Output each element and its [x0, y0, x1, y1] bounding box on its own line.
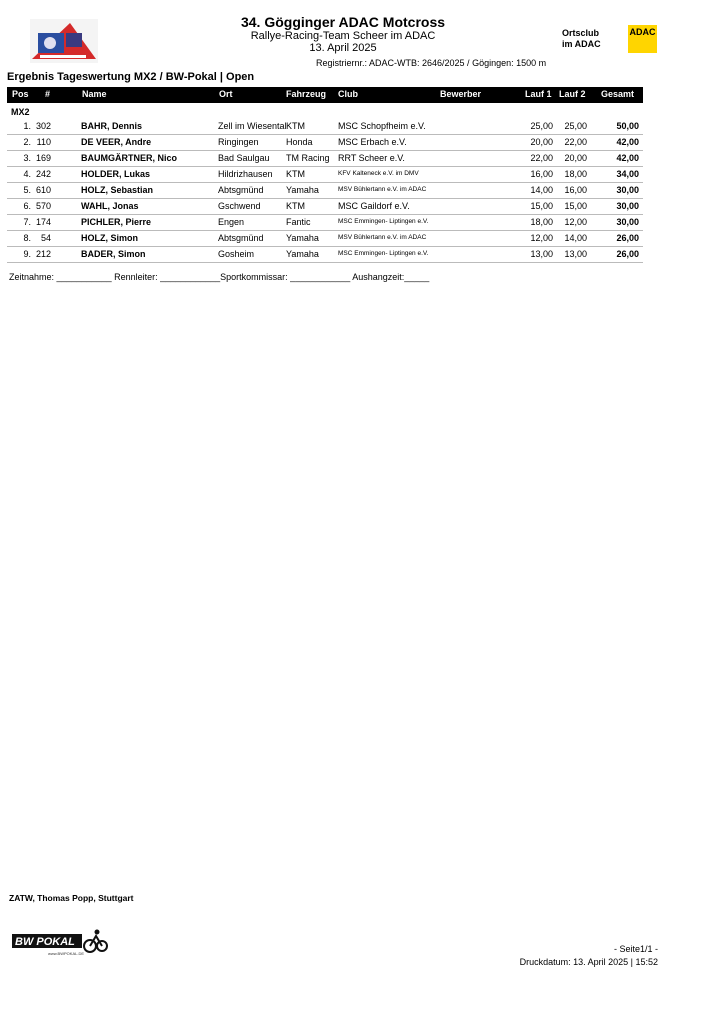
cell-lauf1: 15,00: [530, 201, 553, 211]
table-row: [7, 167, 643, 183]
col-bewerber: Bewerber: [440, 89, 482, 99]
cell-lauf2: 14,00: [564, 233, 587, 243]
cell-club: KFV Kalteneck e.V. im DMV: [338, 170, 419, 177]
cell-name: WAHL, Jonas: [81, 201, 139, 211]
cell-name: BAUMGÄRTNER, Nico: [81, 153, 177, 163]
table-row: [7, 135, 643, 151]
bw-pokal-logo: [10, 926, 108, 958]
cell-lauf2: 13,00: [564, 249, 587, 259]
cell-ort: Gosheim: [218, 249, 255, 259]
cell-num: 610: [35, 185, 51, 195]
cell-gesamt: 42,00: [616, 137, 639, 147]
ortsclub-line1: Ortsclub: [562, 28, 600, 38]
cell-num: 212: [35, 249, 51, 259]
table-header: [7, 87, 643, 103]
cell-pos: 5.: [23, 185, 31, 195]
cell-lauf1: 16,00: [530, 169, 553, 179]
col-name: Name: [82, 89, 107, 99]
cell-fahrzeug: Yamaha: [286, 249, 319, 259]
cell-club: MSC Gaildorf e.V.: [338, 201, 410, 211]
registration-info: Registriernr.: ADAC-WTB: 2646/2025 / Gögingen: 1500 m: [316, 58, 547, 68]
col-ort: Ort: [219, 89, 233, 99]
table-row: [7, 183, 643, 199]
cell-pos: 6.: [23, 201, 31, 211]
cell-club: MSC Emmingen- Liptingen e.V.: [338, 218, 429, 225]
cell-num: 302: [35, 121, 51, 131]
col-lauf1: Lauf 1: [525, 89, 552, 99]
cell-club: MSC Emmingen- Liptingen e.V.: [338, 250, 429, 257]
cell-pos: 3.: [23, 153, 31, 163]
cell-name: DE VEER, Andre: [81, 137, 152, 147]
cell-name: HOLZ, Sebastian: [81, 185, 154, 195]
section-title: Ergebnis Tageswertung MX2 / BW-Pokal | Open: [7, 71, 255, 83]
col-lauf2: Lauf 2: [559, 89, 586, 99]
cell-lauf2: 25,00: [564, 121, 587, 131]
adac-logo: ADAC: [628, 25, 657, 53]
cell-ort: Abtsgmünd: [218, 233, 264, 243]
table-row: [7, 119, 643, 135]
col-gesamt: Gesamt: [601, 89, 635, 99]
cell-ort: Zell im Wiesental: [218, 121, 287, 131]
table-row: [7, 199, 643, 215]
cell-name: BAHR, Dennis: [81, 121, 143, 131]
table-row: [7, 247, 643, 263]
cell-lauf1: 20,00: [530, 137, 553, 147]
cell-fahrzeug: Fantic: [286, 217, 311, 227]
footer-author: ZATW, Thomas Popp, Stuttgart: [9, 893, 134, 903]
club-logo: [30, 19, 98, 63]
cell-ort: Engen: [218, 217, 245, 227]
class-label: MX2: [11, 107, 30, 117]
cell-pos: 4.: [23, 169, 31, 179]
cell-gesamt: 34,00: [616, 169, 639, 179]
table-body: [7, 119, 643, 263]
cell-club: MSC Erbach e.V.: [338, 137, 407, 147]
cell-lauf1: 14,00: [530, 185, 553, 195]
page-number: - Seite1/1 -: [613, 944, 658, 954]
cell-ort: Ringingen: [218, 137, 259, 147]
cell-fahrzeug: Honda: [286, 137, 313, 147]
col-pos: Pos: [12, 89, 29, 99]
cell-ort: Abtsgmünd: [218, 185, 264, 195]
cell-gesamt: 26,00: [616, 249, 639, 259]
cell-club: MSV Bühlertann e.V. im ADAC: [338, 186, 427, 193]
cell-lauf1: 18,00: [530, 217, 553, 227]
event-date: 13. April 2025: [309, 42, 377, 54]
cell-lauf1: 22,00: [530, 153, 553, 163]
cell-name: PICHLER, Pierre: [81, 217, 152, 227]
cell-num: 570: [35, 201, 51, 211]
cell-gesamt: 30,00: [616, 217, 639, 227]
cell-num: 169: [35, 153, 51, 163]
cell-gesamt: 50,00: [616, 121, 639, 131]
signature-line: Zeitnahme: ___________ Rennleiter: ____________Sportkommissar: ____________ Aushangzeit:_____: [9, 272, 430, 282]
table-row: [7, 215, 643, 231]
cell-lauf2: 12,00: [564, 217, 587, 227]
cell-gesamt: 30,00: [616, 185, 639, 195]
ortsclub-line2: im ADAC: [562, 39, 601, 49]
cell-lauf1: 13,00: [530, 249, 553, 259]
cell-pos: 7.: [23, 217, 31, 227]
cell-num: 242: [35, 169, 51, 179]
cell-num: 174: [35, 217, 51, 227]
cell-fahrzeug: Yamaha: [286, 233, 319, 243]
cell-gesamt: 26,00: [616, 233, 639, 243]
cell-lauf1: 12,00: [530, 233, 553, 243]
cell-pos: 8.: [23, 233, 31, 243]
cell-club: MSV Bühlertann e.V. im ADAC: [338, 234, 427, 241]
cell-lauf2: 20,00: [564, 153, 587, 163]
cell-pos: 9.: [23, 249, 31, 259]
table-row: [7, 151, 643, 167]
cell-fahrzeug: KTM: [286, 201, 305, 211]
cell-lauf2: 18,00: [564, 169, 587, 179]
col-num: #: [45, 89, 51, 99]
cell-lauf2: 22,00: [564, 137, 587, 147]
cell-name: HOLZ, Simon: [81, 233, 138, 243]
cell-pos: 2.: [23, 137, 31, 147]
cell-ort: Hildrizhausen: [218, 169, 273, 179]
header-titles: [150, 14, 536, 54]
cell-fahrzeug: KTM: [286, 169, 305, 179]
bw-logo-text: BW POKAL: [15, 936, 75, 948]
cell-name: BADER, Simon: [81, 249, 146, 259]
cell-lauf2: 15,00: [564, 201, 587, 211]
table-row: [7, 231, 643, 247]
cell-name: HOLDER, Lukas: [81, 169, 151, 179]
cell-club: RRT Scheer e.V.: [338, 153, 405, 163]
cell-fahrzeug: TM Racing: [286, 153, 330, 163]
cell-club: MSC Schopfheim e.V.: [338, 121, 426, 131]
organizer-subtitle: Rallye-Racing-Team Scheer im ADAC: [250, 30, 436, 42]
cell-num: 110: [36, 137, 51, 147]
col-club: Club: [338, 89, 358, 99]
bw-logo-url: www.BWPOKAL.DE: [48, 951, 85, 956]
ortsclub-label: [562, 28, 601, 50]
cell-gesamt: 30,00: [616, 201, 639, 211]
cell-fahrzeug: KTM: [286, 121, 305, 131]
cell-fahrzeug: Yamaha: [286, 185, 319, 195]
cell-lauf1: 25,00: [530, 121, 553, 131]
cell-ort: Bad Saulgau: [218, 153, 270, 163]
cell-ort: Gschwend: [218, 201, 261, 211]
cell-lauf2: 16,00: [564, 185, 587, 195]
cell-num: 54: [40, 233, 51, 243]
col-fahrzeug: Fahrzeug: [286, 89, 327, 99]
results-table: [7, 87, 643, 263]
print-date: Druckdatum: 13. April 2025 | 15:52: [519, 957, 658, 967]
cell-pos: 1.: [23, 121, 31, 131]
event-title: 34. Gögginger ADAC Motcross: [240, 14, 446, 30]
cell-gesamt: 42,00: [616, 153, 639, 163]
